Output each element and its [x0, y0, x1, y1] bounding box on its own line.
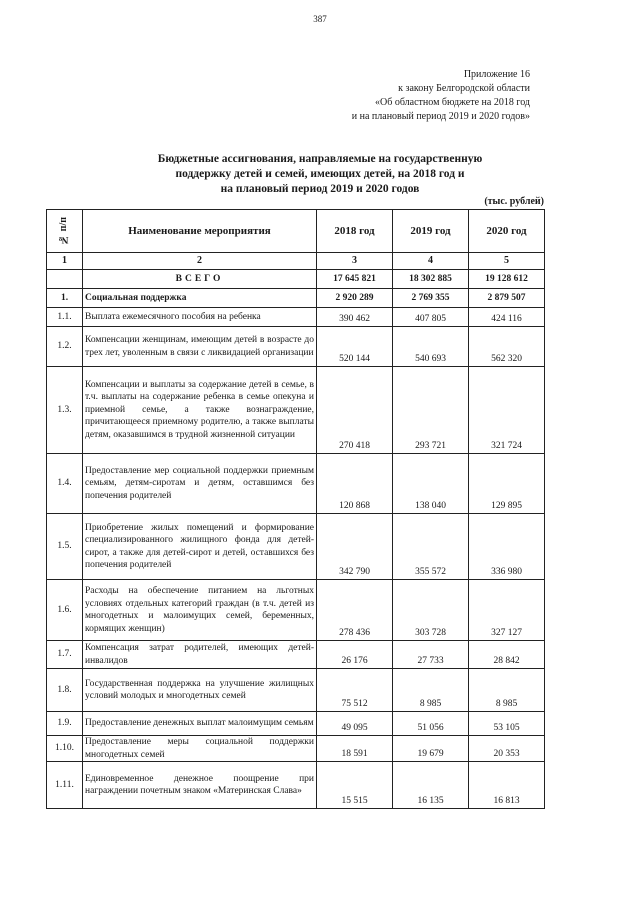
row-2020: 129 895 [469, 454, 545, 514]
title-line: Бюджетные ассигнования, направляемые на государственную [157, 153, 483, 165]
row-num: 1.2. [47, 327, 83, 367]
row-num: 1.6. [47, 580, 83, 641]
table-row [47, 514, 545, 580]
row-2019: 16 135 [393, 762, 469, 809]
section-name: Социальная поддержка [83, 289, 317, 308]
row-2020: 8 985 [469, 669, 545, 712]
document-title [70, 152, 570, 197]
row-name: Предоставление денежных выплат малоимущим семьям [83, 712, 317, 736]
total-2019: 18 302 885 [393, 270, 469, 289]
row-num: 1.10. [47, 736, 83, 762]
row-2020: 424 116 [469, 308, 545, 327]
table-row [47, 308, 545, 327]
section-2019: 2 769 355 [393, 289, 469, 308]
row-2019: 303 728 [393, 580, 469, 641]
title-line: на плановый период 2019 и 2020 годов [220, 183, 420, 195]
row-2020: 336 980 [469, 514, 545, 580]
section-2020: 2 879 507 [469, 289, 545, 308]
row-2019: 138 040 [393, 454, 469, 514]
table-row [47, 712, 545, 736]
row-2018: 278 436 [317, 580, 393, 641]
row-2018: 520 144 [317, 327, 393, 367]
header-2020: 2020 год [469, 210, 545, 253]
budget-table [46, 209, 545, 809]
row-2018: 120 868 [317, 454, 393, 514]
section-row [47, 289, 545, 308]
row-2020: 321 724 [469, 367, 545, 454]
row-num: 1.5. [47, 514, 83, 580]
appendix-line: «Об областном бюджете на 2018 год [375, 97, 530, 108]
table-row [47, 580, 545, 641]
total-num [47, 270, 83, 289]
table-row [47, 669, 545, 712]
index-cell: 1 [47, 253, 83, 270]
appendix-line: к закону Белгородской области [398, 83, 530, 94]
row-2018: 15 515 [317, 762, 393, 809]
index-cell: 3 [317, 253, 393, 270]
row-2018: 49 095 [317, 712, 393, 736]
row-num: 1.4. [47, 454, 83, 514]
row-2019: 8 985 [393, 669, 469, 712]
appendix-note [300, 68, 530, 124]
total-2018: 17 645 821 [317, 270, 393, 289]
header-2018: 2018 год [317, 210, 393, 253]
row-2018: 390 462 [317, 308, 393, 327]
index-cell: 2 [83, 253, 317, 270]
row-2019: 27 733 [393, 641, 469, 669]
header-name: Наименование мероприятия [83, 210, 317, 253]
section-num: 1. [47, 289, 83, 308]
row-2018: 75 512 [317, 669, 393, 712]
row-num: 1.3. [47, 367, 83, 454]
table-row [47, 762, 545, 809]
row-2018: 18 591 [317, 736, 393, 762]
index-cell: 5 [469, 253, 545, 270]
row-name: Выплата ежемесячного пособия на ребенка [83, 308, 317, 327]
index-cell: 4 [393, 253, 469, 270]
row-2019: 51 056 [393, 712, 469, 736]
row-num: 1.9. [47, 712, 83, 736]
row-name: Предоставление мер социальной поддержки приемным семьям, детям-сиротам и детям, оставшимся без попечения родителей [83, 454, 317, 514]
total-row [47, 270, 545, 289]
row-2019: 355 572 [393, 514, 469, 580]
row-num: 1.8. [47, 669, 83, 712]
table-row [47, 454, 545, 514]
row-2018: 342 790 [317, 514, 393, 580]
row-2020: 20 353 [469, 736, 545, 762]
row-name: Единовременное денежное поощрение при награждении почетным знаком «Материнская Слава» [83, 762, 317, 809]
row-2020: 562 320 [469, 327, 545, 367]
table-row [47, 736, 545, 762]
header-num: № п/п [47, 210, 83, 253]
row-2018: 270 418 [317, 367, 393, 454]
header-row [47, 210, 545, 253]
row-name: Компенсации и выплаты за содержание детей в семье, в т.ч. выплаты на содержание ребенка в семье опекуна и приемной семье, а также вознаграждение, причитающееся приемному родителю, а также выплаты детям, оказавшимся в трудной жизненной ситуации [83, 367, 317, 454]
row-2019: 19 679 [393, 736, 469, 762]
row-name: Расходы на обеспечение питанием на льготных условиях отдельных категорий граждан (в т.ч. детей из многодетных и малоимущих семей, беременных, кормящих женщин) [83, 580, 317, 641]
table-row [47, 641, 545, 669]
row-num: 1.7. [47, 641, 83, 669]
row-name: Компенсация затрат родителей, имеющих детей-инвалидов [83, 641, 317, 669]
row-num: 1.11. [47, 762, 83, 809]
row-2019: 407 805 [393, 308, 469, 327]
row-2020: 28 842 [469, 641, 545, 669]
section-2018: 2 920 289 [317, 289, 393, 308]
row-2019: 540 693 [393, 327, 469, 367]
total-label: ВСЕГО [83, 270, 317, 289]
row-num: 1.1. [47, 308, 83, 327]
row-2018: 26 176 [317, 641, 393, 669]
row-name: Приобретение жилых помещений и формирование специализированного жилищного фонда для детей-сирот, а также для детей-сирот и детей, оставшихся без попечения родителей [83, 514, 317, 580]
row-name: Компенсации женщинам, имеющим детей в возрасте до трех лет, уволенным в связи с ликвидацией организации [83, 327, 317, 367]
appendix-line: Приложение 16 [463, 69, 530, 80]
row-name: Предоставление меры социальной поддержки многодетных семей [83, 736, 317, 762]
row-2019: 293 721 [393, 367, 469, 454]
index-row [47, 253, 545, 270]
row-name: Государственная поддержка на улучшение жилищных условий молодых и многодетных семей [83, 669, 317, 712]
page-number: 387 [313, 14, 327, 24]
appendix-line: и на плановый период 2019 и 2020 годов» [351, 111, 530, 122]
total-2020: 19 128 612 [469, 270, 545, 289]
header-2019: 2019 год [393, 210, 469, 253]
row-2020: 53 105 [469, 712, 545, 736]
title-line: поддержку детей и семей, имеющих детей, на 2018 год и [175, 168, 465, 180]
row-2020: 327 127 [469, 580, 545, 641]
units-label: (тыс. рублей) [484, 196, 544, 207]
table-row [47, 327, 545, 367]
table-row [47, 367, 545, 454]
row-2020: 16 813 [469, 762, 545, 809]
